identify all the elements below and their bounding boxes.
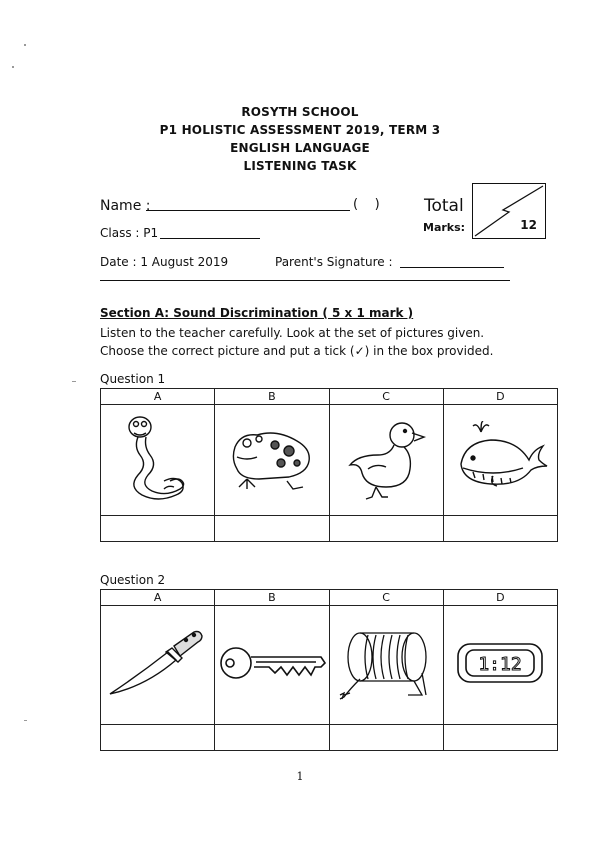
tick-box-c[interactable] [329, 725, 443, 751]
tick-box-d[interactable] [443, 725, 557, 751]
marks-box [472, 183, 546, 239]
option-picture [101, 606, 215, 725]
option-letter: B [215, 590, 329, 606]
tick-box-b[interactable] [215, 516, 329, 542]
option-picture [329, 405, 443, 516]
hose-reel-icon [338, 623, 434, 703]
subject-title: ENGLISH LANGUAGE [230, 141, 370, 155]
option-picture [215, 606, 329, 725]
tick-box-c[interactable] [329, 516, 443, 542]
option-picture [215, 405, 329, 516]
date-label: Date : 1 August 2019 [100, 255, 229, 269]
scan-speck [24, 44, 26, 46]
signature-label: Parent's Signature : [275, 255, 393, 269]
digital-clock-icon [454, 638, 546, 688]
task-title: LISTENING TASK [243, 159, 357, 173]
total-label: Total [424, 196, 464, 216]
snake-icon [118, 411, 198, 506]
question-1-table [100, 388, 558, 542]
school-name: ROSYTH SCHOOL [241, 105, 359, 119]
tick-box-b[interactable] [215, 725, 329, 751]
scan-speck [12, 66, 14, 68]
question-2-table [100, 589, 558, 751]
scan-speck [24, 720, 27, 721]
frog-icon [227, 423, 317, 493]
name-label: Name : [100, 198, 151, 214]
assessment-title: P1 HOLISTIC ASSESSMENT 2019, TERM 3 [159, 123, 441, 137]
instruction-line-1: Listen to the teacher carefully. Look at the set of pictures given. [100, 326, 485, 340]
key-icon [218, 633, 326, 693]
option-letter: C [329, 389, 443, 405]
total-marks: 12 [520, 218, 537, 232]
signature-field[interactable] [400, 267, 504, 268]
question-1-label: Question 1 [100, 372, 166, 386]
option-letter: A [101, 389, 215, 405]
tick-box-a[interactable] [101, 516, 215, 542]
marks-label: Marks: [423, 221, 466, 234]
option-letter: A [101, 590, 215, 606]
tick-box-d[interactable] [443, 516, 557, 542]
option-picture [329, 606, 443, 725]
index-number-brackets: ( ) [353, 197, 380, 212]
class-label: Class : P1 [100, 226, 159, 240]
question-2-label: Question 2 [100, 573, 166, 587]
option-letter: C [329, 590, 443, 606]
scan-speck [72, 381, 76, 382]
name-field[interactable] [146, 210, 350, 211]
option-letter: D [443, 590, 557, 606]
duckling-icon [344, 413, 429, 503]
class-field[interactable] [160, 238, 260, 239]
header-divider [100, 280, 510, 281]
section-a-title: Section A: Sound Discrimination ( 5 x 1 mark ) [100, 306, 414, 320]
page-number: 1 [296, 770, 304, 783]
clock-display: 1:12 [478, 654, 523, 675]
option-picture [443, 405, 557, 516]
option-picture [443, 606, 557, 725]
option-letter: B [215, 389, 329, 405]
tick-box-a[interactable] [101, 725, 215, 751]
option-picture [101, 405, 215, 516]
whale-icon [453, 418, 548, 498]
instruction-line-2: Choose the correct picture and put a tick (✓) in the box provided. [100, 344, 494, 358]
option-letter: D [443, 389, 557, 405]
knife-icon [108, 628, 208, 698]
